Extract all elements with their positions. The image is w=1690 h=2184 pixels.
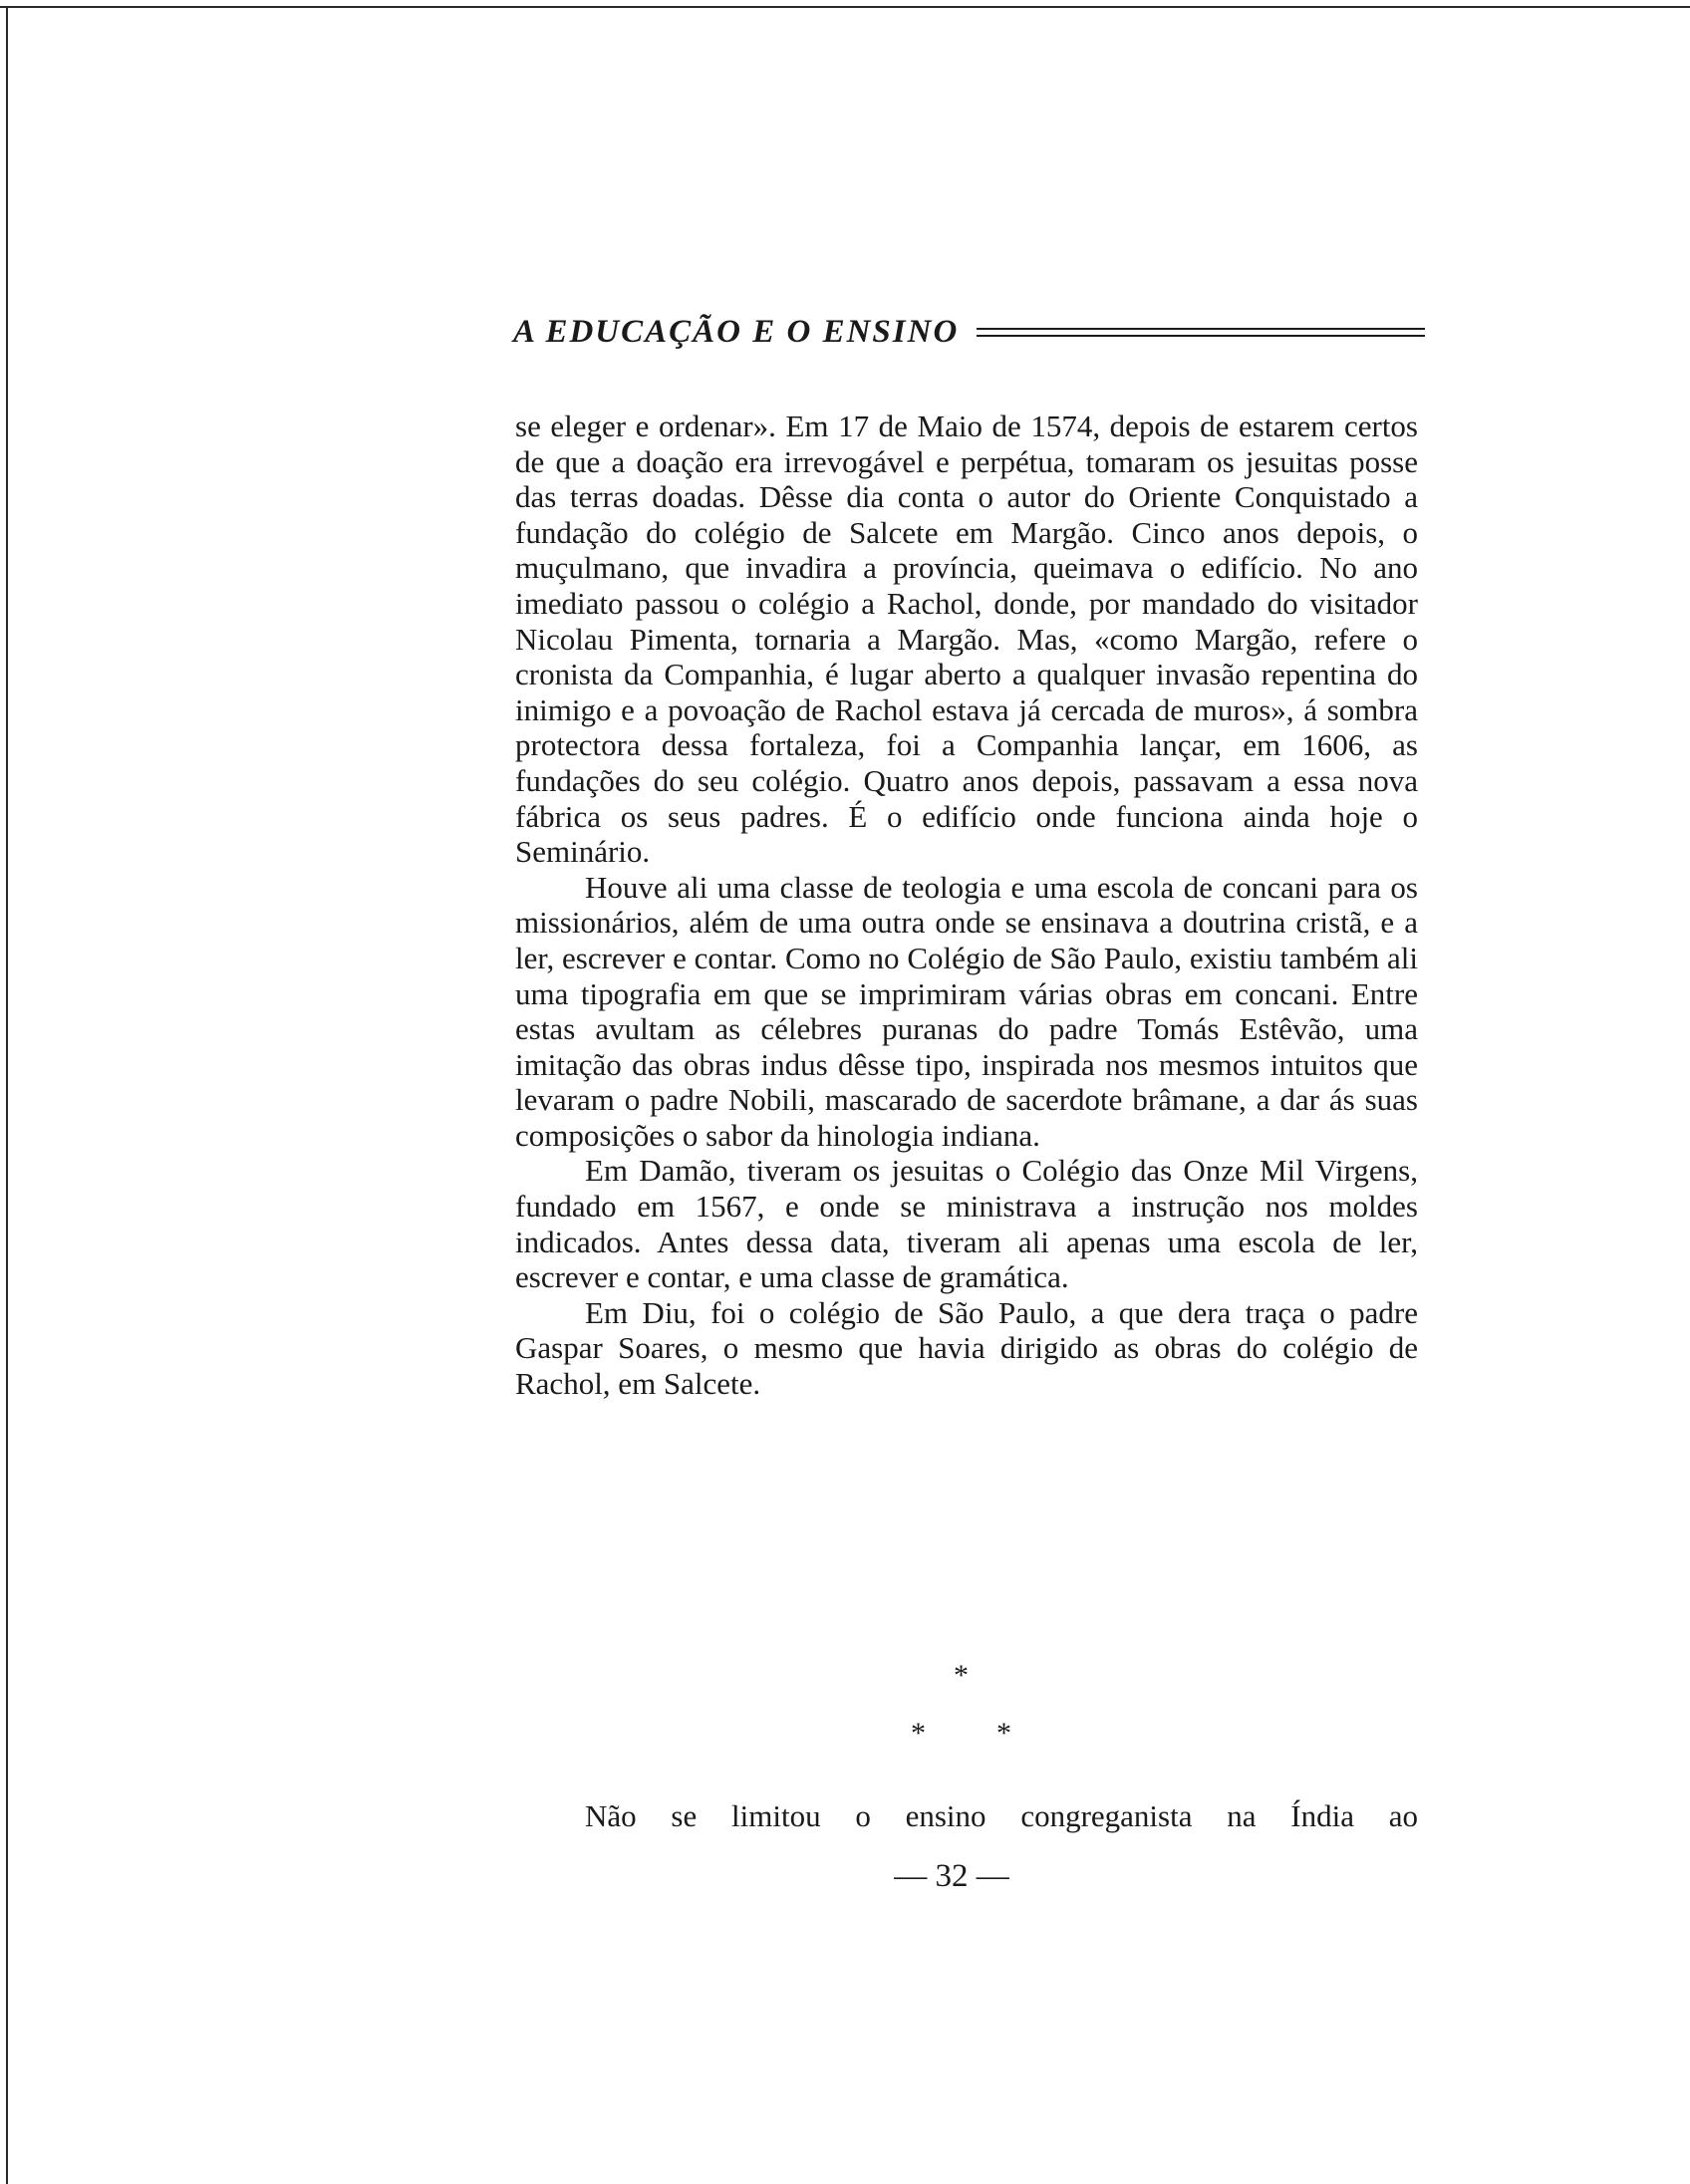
paragraph-2: Houve ali uma classe de teologia e uma escola de concani para os missionários, além de uma outra onde se ensinava a doutrina cristã, e a ler, escrever e contar. Como no Colégio de São Paulo, existiu também ali uma tipografia em que se imprimiram várias obras em concani. Entre estas avultam as célebres puranas do padre Tomás Estêvão, uma imitação das obras indus dêsse tipo, inspirada nos mesmos intuitos que levaram o padre Nobili, mascarado de sacerdote brâmane, a dar ás suas composições o sabor da hinologia indiana. <box>515 869 1418 1153</box>
paragraph-1: se eleger e ordenar». Em 17 de Maio de 1574, depois de estarem certos de que a doação era irrevogável e perpétua, tomaram os jesuitas posse das terras doadas. Dêsse dia conta o autor do Oriente Conquistado a fundação do colégio de Salcete em Margão. Cinco anos depois, o muçulmano, que invadira a província, queimava o edifício. No ano imediato passou o colégio a Rachol, donde, por mandado do visitador Nicolau Pimenta, tornaria a Margão. Mas, «como Margão, refere o cronista da Companhia, é lugar aberto a qualquer invasão repentina do inimigo e a povoação de Rachol estava já cercada de muros», á sombra protectora dessa fortaleza, foi a Companhia lançar, em 1606, as fundações do seu colégio. Quatro anos depois, passavam a essa nova fábrica os seus padres. É o edifício onde funciona ainda hoje o Seminário. <box>515 409 1418 870</box>
header-rule <box>977 328 1425 337</box>
asterisk-left: * <box>911 1717 926 1750</box>
running-title: A EDUCAÇÃO E O ENSINO <box>513 313 960 350</box>
paragraph-3: Em Damão, tiveram os jesuitas o Colégio das Onze Mil Virgens, fundado em 1567, e onde se ministrava a instrução nos moldes indicados. Antes dessa data, tiveram ali apenas uma escola de ler, escrever e contar, e uma classe de gramática. <box>515 1153 1418 1295</box>
asterisk-right: * <box>996 1717 1011 1750</box>
asterisk-top: * <box>954 1659 969 1692</box>
page-border-left <box>6 6 8 2184</box>
body-text <box>515 409 1418 1402</box>
section-break-asterism <box>887 1659 1036 1759</box>
page-border-top <box>0 6 1690 8</box>
paragraph-4: Em Diu, foi o colégio de São Paulo, a que dera traça o padre Gaspar Soares, o mesmo que havia dirigido as obras do colégio de Rachol, em Salcete. <box>515 1294 1418 1402</box>
running-header <box>513 309 1425 355</box>
page-number: — 32 — <box>894 1858 1009 1894</box>
continuation-line: Não se limitou o ensino congreganista na Índia ao <box>585 1798 1418 1833</box>
